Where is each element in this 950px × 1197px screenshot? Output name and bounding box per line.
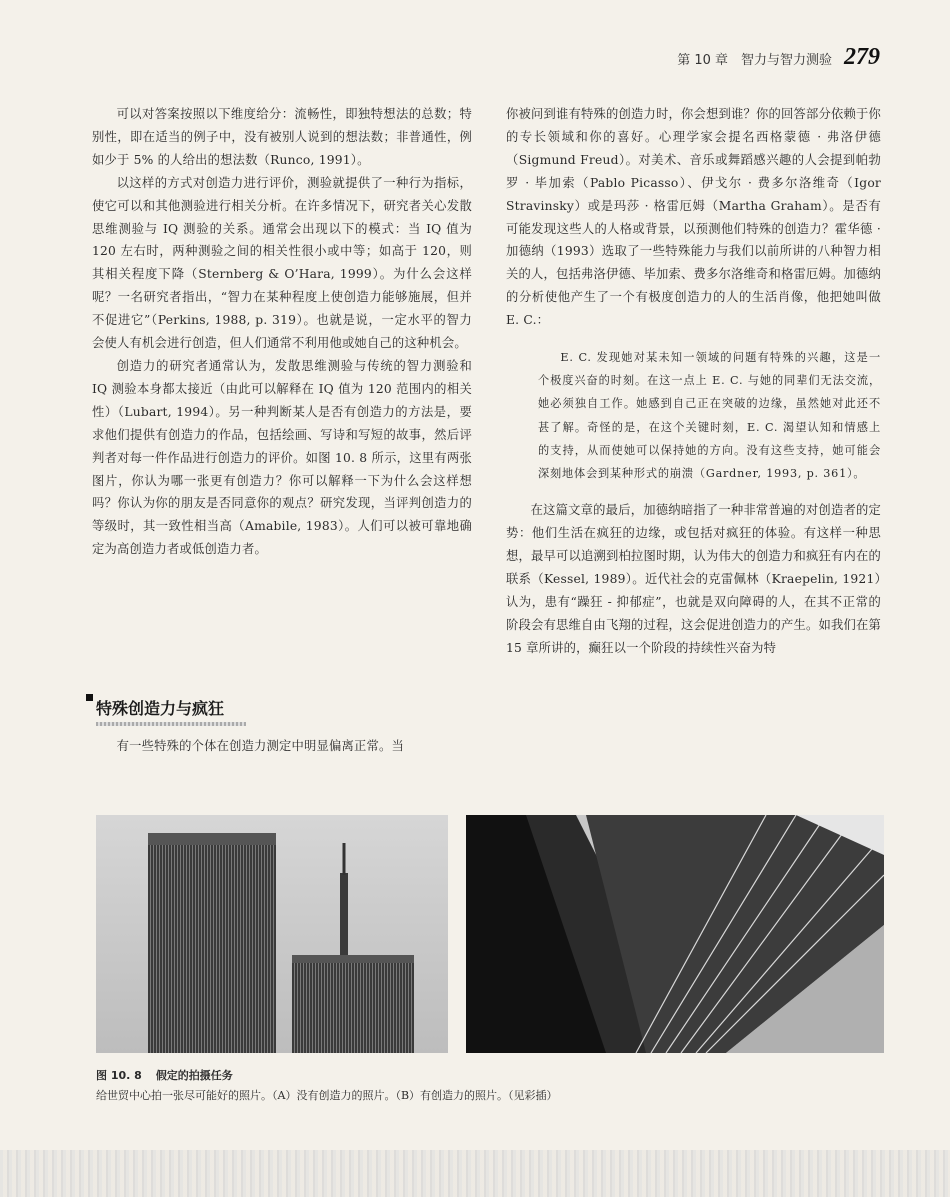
- left-column-section: [92, 735, 472, 758]
- figure-label: 图 10. 8: [96, 1069, 142, 1082]
- body-paragraph: 你被问到谁有特殊的创造力时，你会想到谁？你的回答部分依赖于你的专长领域和你的喜好。心理学家会提名西格蒙德 · 弗洛伊德（Sigmund Freud）。对美术、音乐或舞蹈感兴趣的人会提到帕勃罗 · 毕加索（Pablo Picasso）、伊戈尔 · 费多尔洛维奇（Igor Stravinsky）或是玛莎 · 格雷厄姆（Martha Graham）。是否有可能发现这些人的人格或背景，以预测他们特殊的创造力？霍华德 · 加德纳（1993）选取了一些特殊能力与我们以前所讲的八种智力相关的人，包括弗洛伊德、毕加索、费多尔洛维奇和格雷厄姆。加德纳的分析使他产生了一个有极度创造力的人的生活肖像，他把她叫做 E. C.：: [506, 107, 881, 328]
- page-number: 279: [844, 44, 880, 70]
- body-paragraph: 可以对答案按照以下维度给分：流畅性，即独特想法的总数；特别性，即在适当的例子中，没有被别人说到的想法数；非普通性，例如少于 5% 的人给出的想法数（Runco, 1991）。: [92, 107, 472, 167]
- right-column: [506, 103, 881, 660]
- body-paragraph: 创造力的研究者通常认为，发散思维测验与传统的智力测验和 IQ 测验本身都太接近（由此可以解释在 IQ 值为 120 范围内的相关性）（Lubart, 1994）。另一种判断某人是否有创造力的方法是，要求他们提供有创造力的作品，包括绘画、写诗和写短的故事，然后评判者对每一件作品进行创造力的评价。如图 10. 8 所示，这里有两张图片，你认为哪一张更有创造力？你可以解释一下为什么会这样想吗？你认为你的朋友是否同意你的观点？研究发现，当评判创造力的等级时，其一致性相当高（Amabile, 1983）。人们可以被可靠地确定为高创造力者或低创造力者。: [92, 358, 472, 557]
- section-title: 特殊创造力与疯狂: [96, 699, 225, 718]
- heading-underline: [96, 722, 246, 726]
- chapter-title: 第 10 章 智力与智力测验: [677, 53, 832, 68]
- photo-a-twin-towers-plain: [96, 815, 448, 1053]
- figure-title: 假定的拍摄任务: [155, 1069, 233, 1082]
- scan-artifact: [0, 1150, 950, 1197]
- figure-caption-text: 给世贸中心拍一张尽可能好的照片。（A）没有创造力的照片。（B）有创造力的照片。（见彩插）: [96, 1089, 558, 1102]
- block-quote: E. C. 发现她对某未知一领域的问题有特殊的兴趣，这是一个极度兴奋的时刻。在这一点上 E. C. 与她的同辈们无法交流，她必须独自工作。她感到自己正在突破的边缘，虽然她对此还不甚了解。奇怪的是，在这个关键时刻，E. C. 渴望认知和情感上的支持，从而使她可以保持她的方向。没有这些支持，她可能会深刻地体会到某种形式的崩溃（Gardner, 1993, p. 361）。: [538, 351, 881, 481]
- body-paragraph: 以这样的方式对创造力进行评价，测验就提供了一种行为指标，使它可以和其他测验进行相关分析。在许多情况下，研究者关心发散思维测验与 IQ 测验的关系。通常会出现以下的模式：当 IQ 值为 120 左右时，两种测验之间的相关性很小或中等；如高于 120，则其相关程度下降（Sternberg & O’Hara, 1999）。为什么会这样呢？一名研究者指出，“智力在某种程度上使创造力能够施展，但并不促进它”（Perkins, 1988, p. 319）。也就是说，一定水平的智力会使人有机会进行创造，但人们通常不利用他或她自己的这种机会。: [92, 175, 472, 351]
- figure-caption: [96, 1066, 876, 1106]
- bullet-square-icon: [86, 694, 93, 701]
- body-paragraph: 有一些特殊的个体在创造力测定中明显偏离正常。当: [116, 739, 405, 753]
- section-heading: [86, 694, 256, 724]
- left-column: [92, 103, 472, 561]
- running-header: [560, 44, 880, 74]
- body-paragraph: 在这篇文章的最后，加德纳暗指了一种非常普遍的对创造者的定势：他们生活在疯狂的边缘，或包括对疯狂的体验。有这样一种思想，最早可以追溯到柏拉图时期，认为伟大的创造力和疯狂有内在的联系（Kessel, 1989）。近代社会的克雷佩林（Kraepelin, 1921）认为，患有“躁狂 - 抑郁症”，也就是双向障碍的人，在其不正常的阶段会有思维自由飞翔的过程，这会促进创造力的产生。如我们在第 15 章所讲的，癫狂以一个阶段的持续性兴奋为特: [506, 503, 881, 655]
- photo-b-twin-towers-creative: [466, 815, 884, 1053]
